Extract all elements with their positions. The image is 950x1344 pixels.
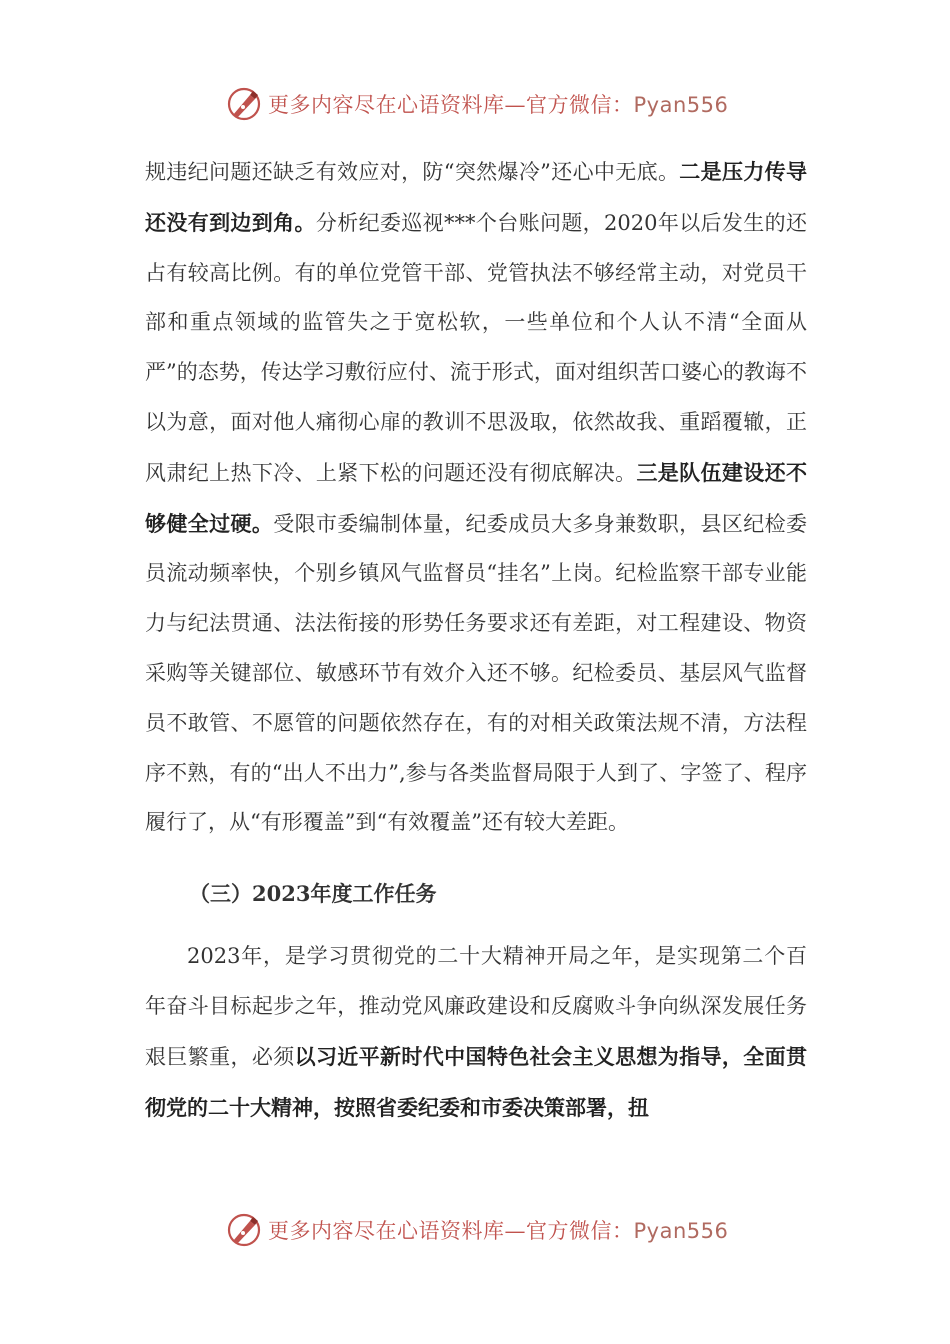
banner-text: 更多内容尽在心语资料库—官方微信：Pyan556	[268, 93, 729, 117]
section-heading: （三）2023年度工作任务	[189, 881, 437, 907]
pen-nib-logo-icon	[226, 86, 262, 122]
banner-text: 更多内容尽在心语资料库—官方微信：Pyan556	[268, 1219, 729, 1243]
text-run: 2023年，是学习贯彻党的二十大精神开局之年，是实现第二个百年奋斗目标起步之年，推动党风廉政建设和反腐败斗争向纵深发展任务艰巨繁重，必须	[145, 944, 807, 1069]
wechat-id: Pyan556	[633, 1219, 729, 1243]
bold-run: 以习近平新时代中国特色社会主义思想为指导，全面贯彻党的二十大精神，按照省委纪委和市委决策部署，扭	[145, 1043, 808, 1120]
wechat-id: Pyan556	[633, 93, 729, 117]
bold-run: 三是队伍建设还不够健全过硬。	[145, 459, 808, 536]
text-run: 规违纪问题还缺乏有效应对，防“突然爆冷”还心中无底。	[145, 160, 680, 184]
header-banner	[226, 84, 728, 124]
paragraph	[145, 147, 807, 848]
footer-banner	[226, 1210, 728, 1250]
bold-run: 二是压力传导还没有到边到角。	[145, 159, 807, 235]
pen-nib-logo-icon	[226, 1212, 262, 1248]
text-run: 受限市委编制体量，纪委成员大多身兼数职，县区纪检委员流动频率快，个别乡镇风气监督员“挂名”上岗。纪检监察干部专业能力与纪法贯通、法法衔接的形势任务要求还有差距，对工程建设、物资采购等关键部位、敏感环节有效介入还不够。纪检委员、基层风气监督员不敢管、不愿管的问题依然存在，有的对相关政策法规不清，方法程序不熟，有的“出人不出力”,参与各类监督局限于人到了、字签了、程序履行了，从“有形覆盖”到“有效覆盖”还有较大差距。	[145, 511, 808, 835]
text-run: 分析纪委巡视***个台账问题，2020年以后发生的还占有较高比例。有的单位党管干部、党管执法不够经常主动，对党员干部和重点领域的监管失之于宽松软，一些单位和个人认不清“全面从严”的态势，传达学习敷衍应付、流于形式，面对组织苦口婆心的教诲不以为意，面对他人痛彻心扉的教训不思汲取，依然故我、重蹈覆辙，正风肃纪上热下冷、上紧下松的问题还没有彻底解决。	[145, 210, 807, 485]
document-body	[145, 147, 807, 1133]
paragraph	[145, 932, 807, 1133]
